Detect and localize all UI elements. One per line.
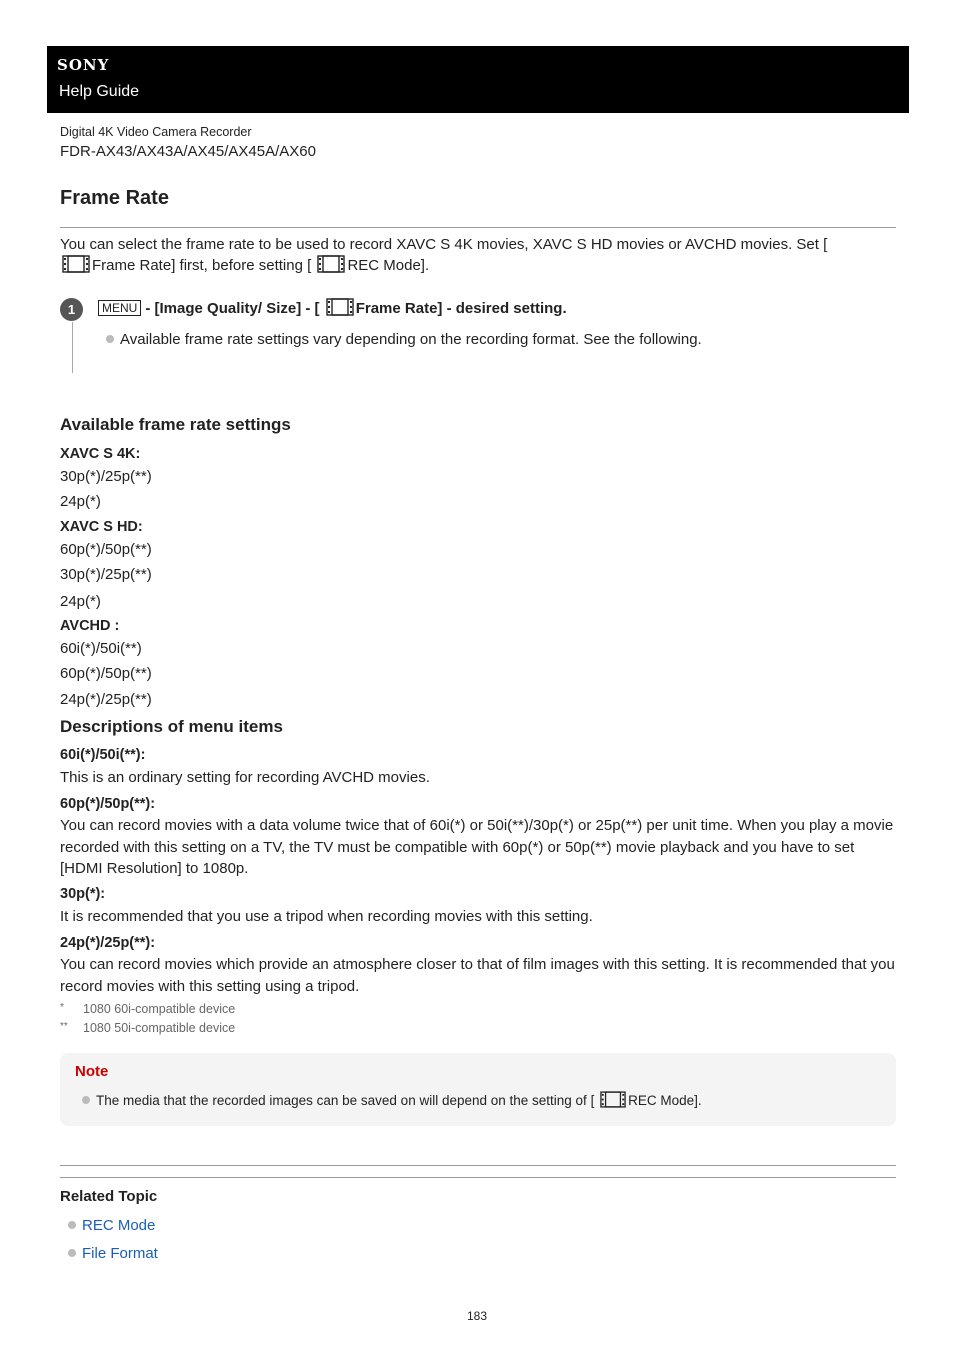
page-number: 183: [466, 1309, 488, 1323]
available-settings-heading: Available frame rate settings: [60, 415, 291, 434]
step-instruction: [98, 298, 567, 317]
footnote-text: 1080 50i-compatible device: [83, 1021, 236, 1035]
note-box: [60, 1053, 896, 1126]
note-item: [82, 1091, 702, 1108]
footnote-mark: **: [60, 1021, 68, 1032]
descriptions-heading: Descriptions of menu items: [60, 717, 283, 736]
help-guide-label: Help Guide: [59, 83, 140, 100]
film-strip-icon: [326, 298, 354, 316]
menu-key-icon: MENU: [98, 300, 141, 316]
header-bar: [47, 46, 909, 113]
description-text: This is an ordinary setting for recording AVCHD movies.: [60, 769, 430, 786]
related-link-file-format[interactable]: File Format: [82, 1245, 158, 1262]
format-value: 60p(*)/50p(**): [60, 541, 152, 558]
note-text-2: REC Mode].: [628, 1093, 702, 1108]
page-title: Frame Rate: [60, 187, 169, 209]
footnote-text: 1080 60i-compatible device: [83, 1002, 236, 1016]
description-label: 24p(*)/25p(**):: [60, 935, 156, 951]
description-text: You can record movies with a data volume twice that of 60i(*) or 50i(**)/30p(*) or 25p(**) per unit time. When you play a movie recorded with this setting on a TV, the TV must be compatible with 60p(*) or 50p(**) movie playback and you have to set [HDMI Resolution] to 1080p.: [60, 817, 894, 877]
title-divider: [60, 227, 896, 228]
format-value: 30p(*)/25p(**): [60, 468, 152, 485]
description-label: 30p(*):: [60, 886, 106, 902]
footnote-mark: *: [60, 1002, 64, 1013]
format-value: 60p(*)/50p(**): [60, 665, 152, 682]
product-line: Digital 4K Video Camera Recorder: [60, 125, 252, 139]
related-divider: [60, 1165, 896, 1166]
description-label: 60i(*)/50i(**):: [60, 747, 146, 763]
note-text-1: The media that the recorded images can be saved on will depend on the setting of [: [96, 1093, 595, 1108]
gray-dot-icon: [68, 1249, 76, 1257]
step-bullet-item: [106, 331, 702, 348]
film-strip-icon: [600, 1091, 626, 1108]
related-item: [68, 1217, 155, 1234]
footnote: [60, 1002, 235, 1016]
description-text: It is recommended that you use a tripod when recording movies with this setting.: [60, 908, 593, 925]
related-topic-heading: Related Topic: [60, 1188, 158, 1205]
intro-text-3: REC Mode].: [347, 257, 430, 274]
step-text-2: Frame Rate] - desired setting.: [355, 300, 567, 317]
format-value: 24p(*): [60, 593, 101, 610]
format-value: 60i(*)/50i(**): [60, 640, 142, 657]
format-label-xavc-4k: XAVC S 4K:: [60, 446, 141, 462]
related-link-rec-mode[interactable]: REC Mode: [82, 1217, 156, 1234]
film-strip-icon: [317, 255, 345, 273]
gray-dot-icon: [82, 1096, 90, 1104]
intro-paragraph: [60, 234, 896, 276]
step-text-1: - [Image Quality/ Size] - [: [145, 300, 320, 317]
format-value: 24p(*)/25p(**): [60, 691, 152, 708]
format-label-avchd: AVCHD :: [60, 618, 120, 634]
format-label-xavc-hd: XAVC S HD:: [60, 519, 143, 535]
intro-text-2: Frame Rate] first, before setting [: [92, 257, 312, 274]
gray-dot-icon: [68, 1221, 76, 1229]
intro-text-1: You can select the frame rate to be used to record XAVC S 4K movies, XAVC S HD movies or AVCHD movies. Set [: [60, 236, 828, 253]
note-title: Note: [75, 1063, 109, 1080]
description-text: You can record movies which provide an atmosphere closer to that of film images with this setting. It is recommended that you record movies with this setting using a tripod.: [60, 956, 895, 995]
sony-logo: SONY: [57, 56, 110, 74]
related-item: [68, 1245, 158, 1262]
format-value: 24p(*): [60, 493, 101, 510]
footnote: [60, 1021, 235, 1035]
step-number-badge: 1: [60, 298, 83, 321]
step-bullet-text: Available frame rate settings vary depending on the recording format. See the following.: [120, 331, 702, 348]
step-connector-line: [72, 322, 73, 373]
product-model: FDR-AX43/AX43A/AX45/AX45A/AX60: [60, 143, 316, 160]
film-strip-icon: [62, 255, 90, 273]
gray-dot-icon: [106, 335, 114, 343]
description-label: 60p(*)/50p(**):: [60, 796, 156, 812]
format-value: 30p(*)/25p(**): [60, 566, 152, 583]
related-divider: [60, 1177, 896, 1178]
